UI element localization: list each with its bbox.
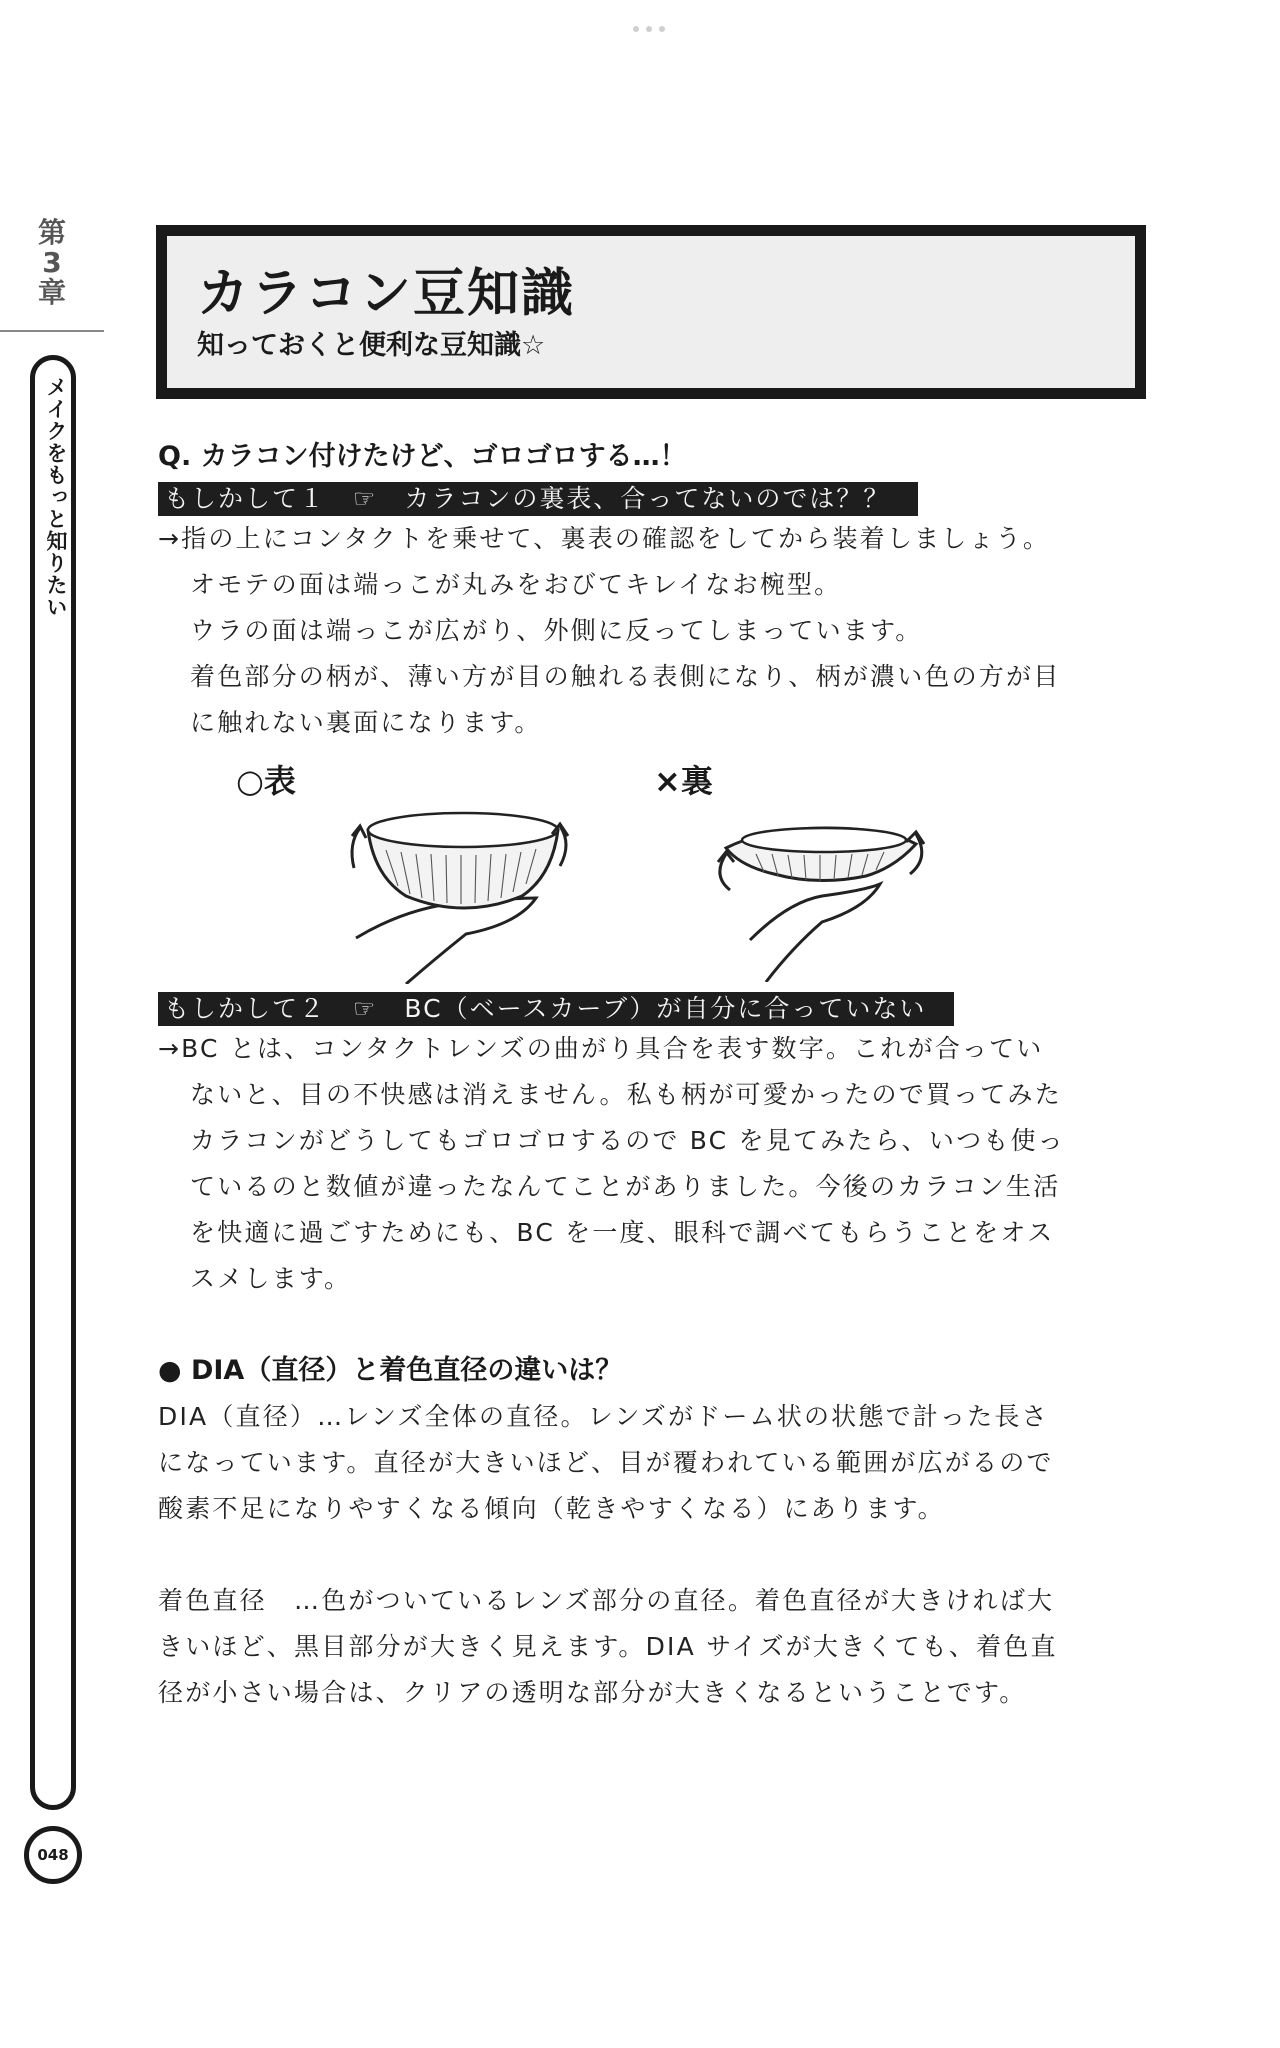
chapter-label-char: 第 bbox=[37, 216, 66, 249]
case2-line: スメします。 bbox=[190, 1264, 352, 1293]
side-tab-title: メイクをもっと知りたい bbox=[44, 376, 68, 618]
case1-line: 着色部分の柄が、薄い方が目の触れる表側になり、柄が濃い色の方が目 bbox=[190, 662, 1061, 691]
case2-line: ているのと数値が違ったなんてことがありました。今後のカラコン生活 bbox=[190, 1172, 1061, 1201]
title-box bbox=[156, 225, 1146, 399]
chapter-label-char: 章 bbox=[37, 276, 66, 309]
question-heading: Q. カラコン付けたけど、ゴロゴロする…！ bbox=[158, 441, 687, 472]
color-diameter-line: きいほど、黒目部分が大きく見えます。DIA サイズが大きくても、着色直 bbox=[158, 1632, 1058, 1661]
lens-figure bbox=[158, 748, 1118, 984]
page-indicator-dots bbox=[633, 26, 665, 32]
dia-paragraph-line: DIA（直径）…レンズ全体の直径。レンズがドーム状の状態で計った長さ bbox=[158, 1402, 1049, 1431]
lens-front-illustration bbox=[346, 788, 586, 984]
case1-line: オモテの面は端っこが丸みをおびてキレイなお椀型。 bbox=[190, 570, 842, 599]
page-number: 048 bbox=[24, 1826, 82, 1884]
case1-heading: もしかして１ ☞ カラコンの裏表、合ってないのでは？？ bbox=[158, 482, 918, 516]
case2-line: ないと、目の不快感は消えません。私も柄が可愛かったので買ってみた bbox=[190, 1080, 1062, 1109]
page-subtitle: 知っておくと便利な豆知識☆ bbox=[197, 330, 546, 361]
dia-heading: ● DIA（直径）と着色直径の違いは？ bbox=[158, 1355, 623, 1386]
page-title: カラコン豆知識 bbox=[197, 264, 576, 324]
case1-line: →指の上にコンタクトを乗せて、裏表の確認をしてから装着しましょう。 bbox=[158, 524, 1051, 553]
case2-heading: もしかして２ ☞ BC（ベースカーブ）が自分に合っていない bbox=[158, 992, 954, 1026]
chapter-label-char: 3 bbox=[42, 246, 62, 279]
front-label: ○表 bbox=[236, 762, 296, 800]
case2-line: →BC とは、コンタクトレンズの曲がり具合を表す数字。これが合ってい bbox=[158, 1034, 1044, 1063]
chapter-divider bbox=[0, 330, 104, 332]
dia-paragraph-line: 酸素不足になりやすくなる傾向（乾きやすくなる）にあります。 bbox=[158, 1494, 945, 1523]
chapter-side-tab bbox=[30, 355, 76, 1810]
chapter-label bbox=[28, 218, 76, 308]
case1-line: ウラの面は端っこが広がり、外側に反ってしまっています。 bbox=[190, 616, 923, 645]
case1-line: に触れない裏面になります。 bbox=[190, 708, 542, 737]
main-content bbox=[158, 436, 1118, 1716]
lens-back-illustration bbox=[706, 792, 946, 982]
color-diameter-line: 径が小さい場合は、クリアの透明な部分が大きくなるということです。 bbox=[158, 1678, 1027, 1707]
back-label: ×裏 bbox=[654, 762, 713, 800]
color-diameter-line: 着色直径 …色がついているレンズ部分の直径。着色直径が大きければ大 bbox=[158, 1586, 1055, 1615]
case2-line: カラコンがどうしてもゴロゴロするので BC を見てみたら、いつも使っ bbox=[190, 1126, 1065, 1155]
dia-paragraph-line: になっています。直径が大きいほど、目が覆われている範囲が広がるので bbox=[158, 1448, 1054, 1477]
case2-line: を快適に過ごすためにも、BC を一度、眼科で調べてもらうことをオス bbox=[190, 1218, 1055, 1247]
